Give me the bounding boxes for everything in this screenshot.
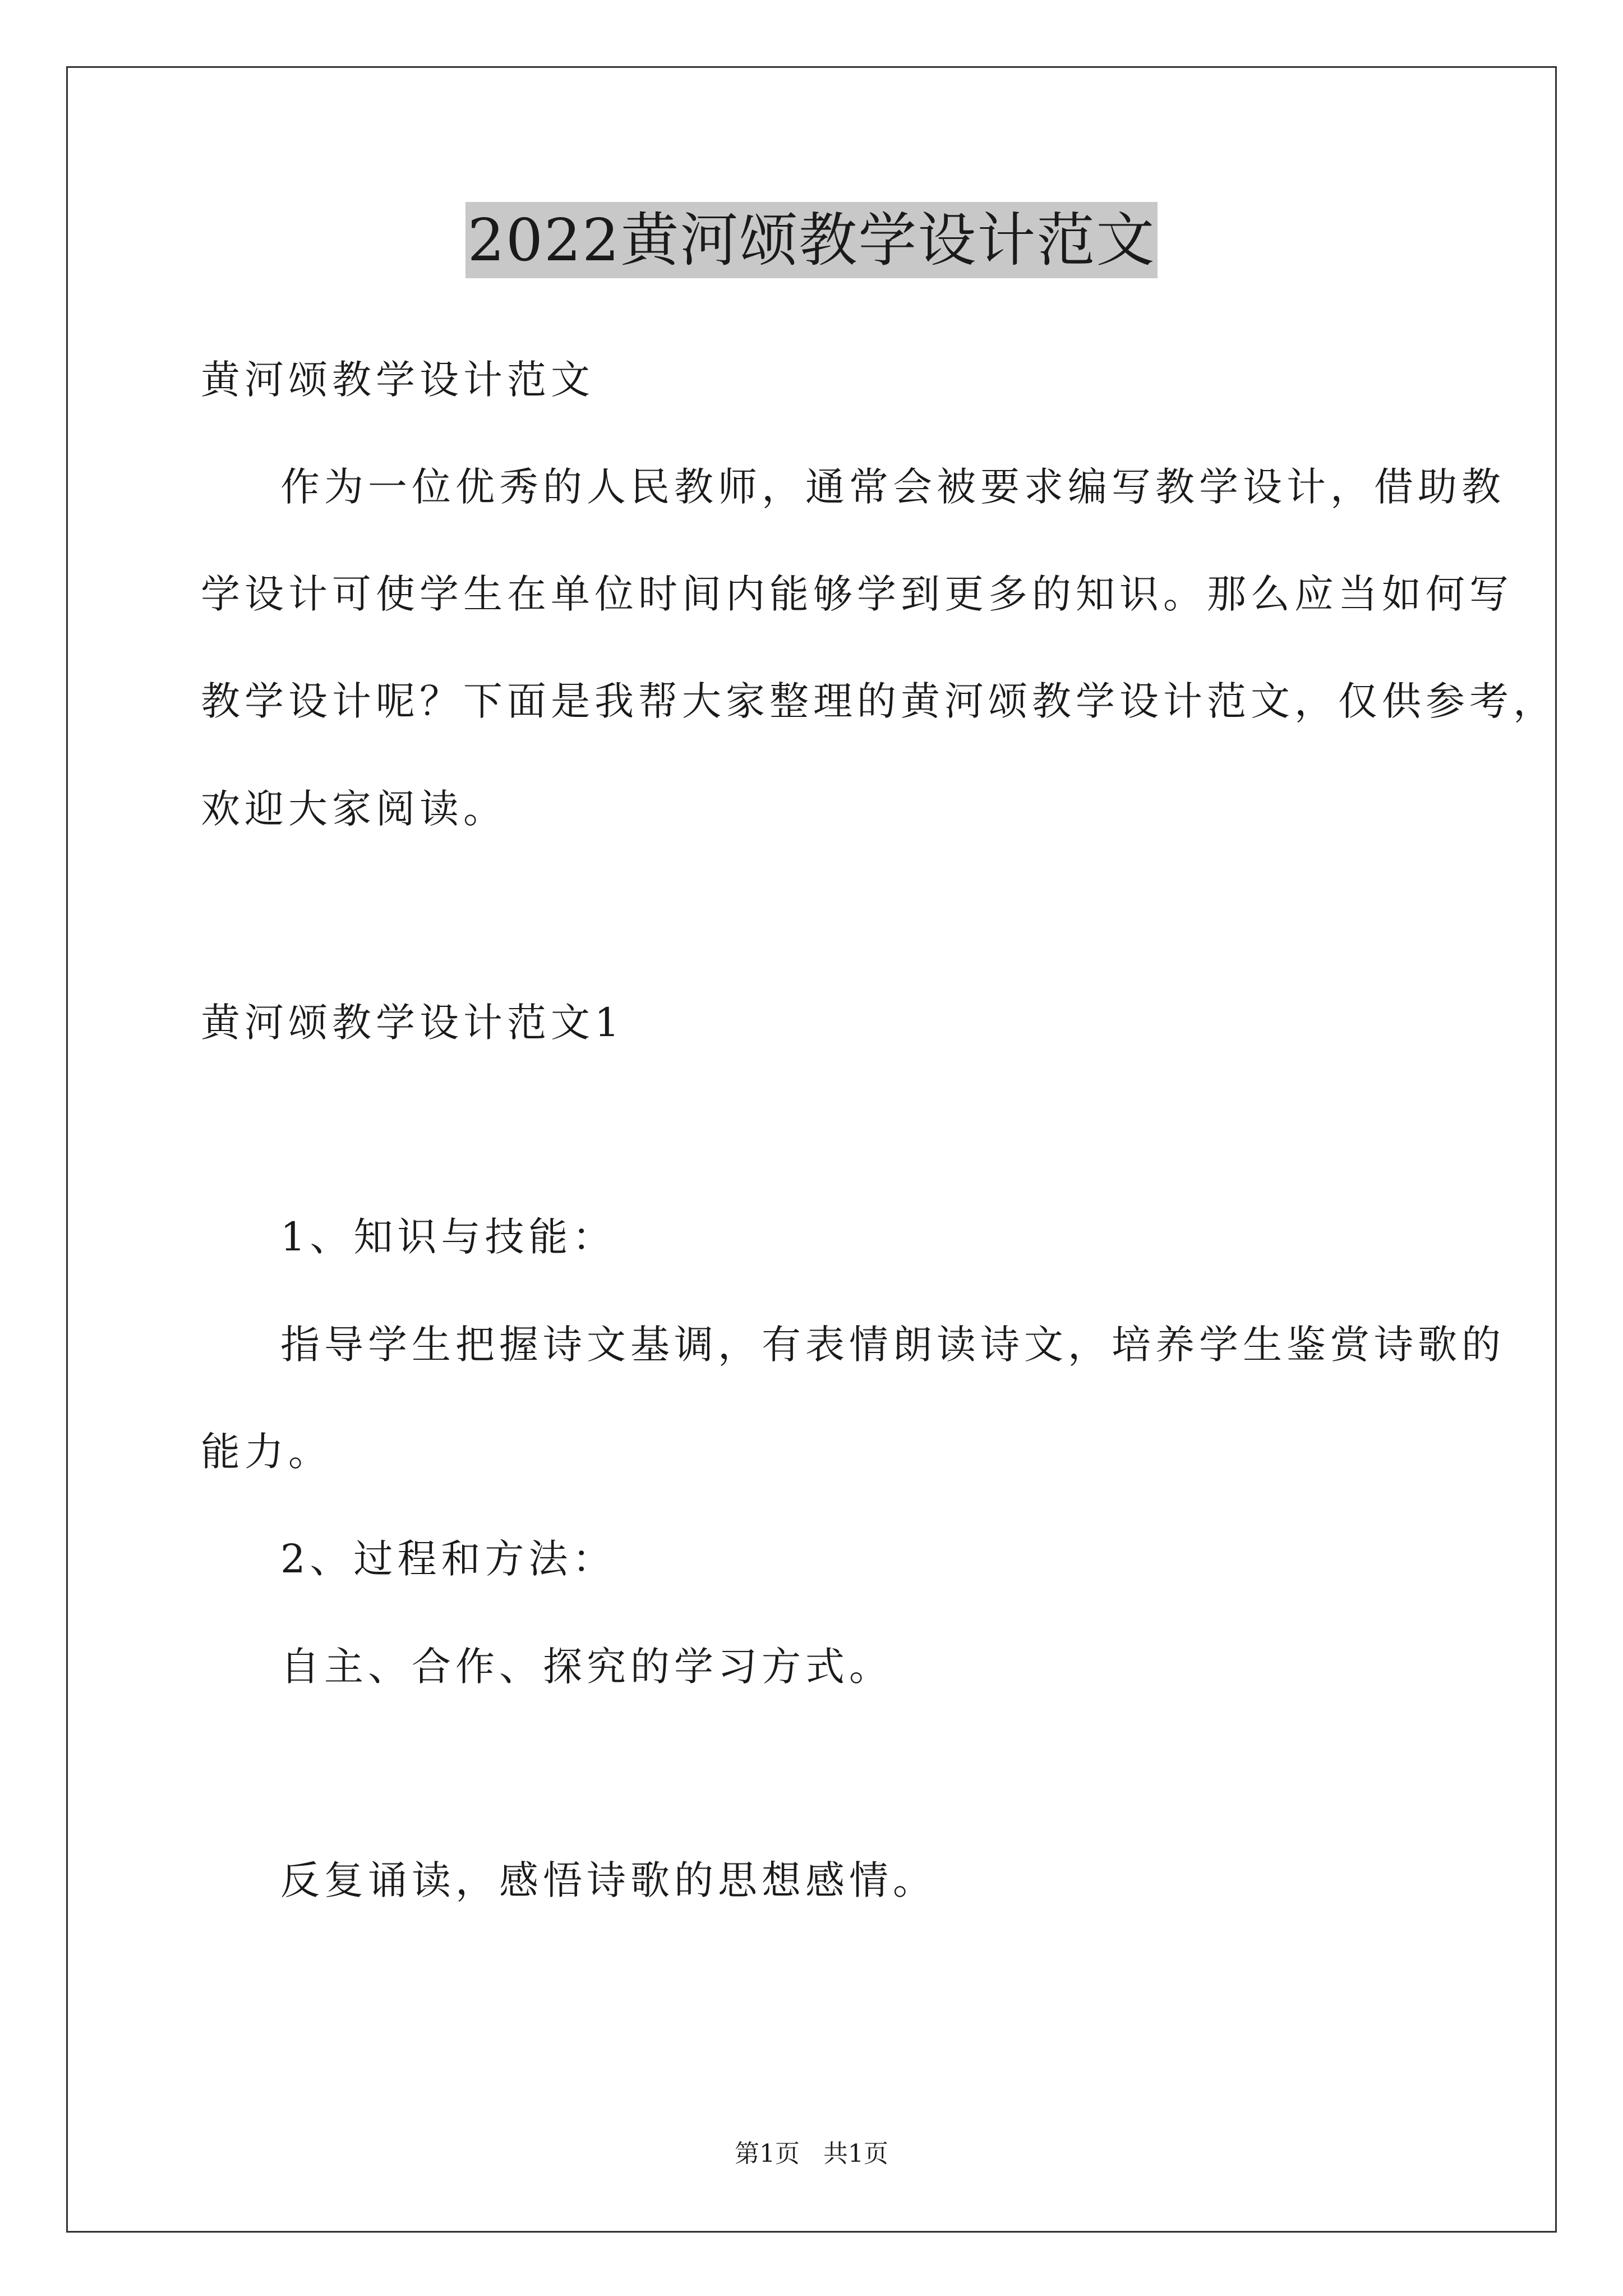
page-footer: 第1页 共1页	[735, 2139, 888, 2168]
item-text-1b: 能力。	[201, 1429, 332, 1475]
item-heading-1: 1、知识与技能：	[280, 1214, 616, 1260]
intro-line-3: 教学设计呢？下面是我帮大家整理的黄河颂教学设计范文，仅供参考，	[201, 678, 1557, 724]
document-title: 2022黄河颂教学设计范文	[465, 202, 1158, 278]
intro-line-4: 欢迎大家阅读。	[201, 786, 507, 832]
intro-line-1: 作为一位优秀的人民教师，通常会被要求编写教学设计，借助教	[280, 464, 1505, 510]
item-text-2b: 反复诵读，感悟诗歌的思想感情。	[280, 1857, 937, 1903]
item-text-2a: 自主、合作、探究的学习方式。	[280, 1644, 893, 1690]
intro-line-2: 学设计可使学生在单位时间内能够学到更多的知识。那么应当如何写	[201, 571, 1513, 617]
subsection-heading: 黄河颂教学设计范文1	[201, 1000, 624, 1046]
section-heading: 黄河颂教学设计范文	[201, 357, 594, 403]
title-container	[0, 202, 1623, 278]
item-text-1a: 指导学生把握诗文基调，有表情朗读诗文，培养学生鉴赏诗歌的	[280, 1322, 1505, 1368]
item-heading-2: 2、过程和方法：	[280, 1536, 616, 1582]
